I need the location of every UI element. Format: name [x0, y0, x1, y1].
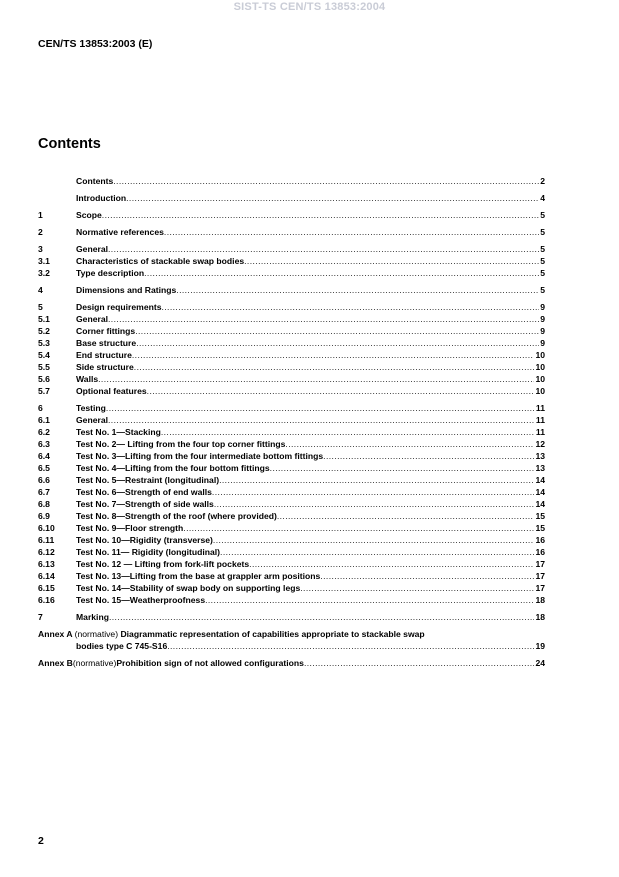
- toc-leader-dots: [304, 657, 534, 669]
- toc-entry-number: 6.13: [38, 559, 55, 569]
- toc-entry-title: Scope: [76, 210, 102, 220]
- toc-leader-dots: [205, 594, 534, 606]
- toc-leader-dots: [108, 313, 539, 325]
- toc-entry-number: 6.16: [38, 595, 55, 605]
- toc-entry-page: 5: [540, 285, 545, 295]
- toc-entry-page: 4: [540, 193, 545, 203]
- toc-entry-page: 5: [540, 210, 545, 220]
- toc-leader-dots: [213, 534, 535, 546]
- toc-leader-dots: [98, 373, 534, 385]
- toc-annex-entry[interactable]: [38, 628, 545, 652]
- toc-entry-number: 6.2: [38, 427, 50, 437]
- toc-entry-page: 10: [535, 362, 545, 372]
- toc-entry-page: 18: [535, 612, 545, 622]
- toc-leader-dots: [113, 175, 539, 187]
- toc-entry-page: 14: [535, 475, 545, 485]
- toc-entry-title: Test No. 14—Stability of swap body on supporting legs: [76, 583, 301, 593]
- toc-entry[interactable]: [38, 534, 545, 546]
- toc-entry-page: 10: [535, 374, 545, 384]
- toc-entry[interactable]: [38, 313, 545, 325]
- toc-group: [38, 209, 545, 221]
- toc-group: [38, 175, 545, 187]
- toc-entry-title: Walls: [76, 374, 99, 384]
- annex-title: Prohibition sign of not allowed configurations: [116, 658, 304, 668]
- toc-leader-dots: [249, 558, 534, 570]
- toc-entry-page: 9: [540, 326, 545, 336]
- toc-entry-page: 9: [540, 338, 545, 348]
- toc-entry-title: General: [76, 314, 109, 324]
- toc-entry-title: Testing: [76, 403, 106, 413]
- toc-entry-title: Test No. 2— Lifting from the four top corner fittings: [76, 439, 286, 449]
- toc-entry-number: 6.3: [38, 439, 50, 449]
- toc-entry-page: 5: [540, 268, 545, 278]
- toc-entry[interactable]: [38, 209, 545, 221]
- annex-title-continued: bodies type C 745-S16: [76, 641, 168, 651]
- toc-entry-page: 11: [535, 403, 545, 413]
- toc-entry-number: 6.14: [38, 571, 55, 581]
- toc-entry-title: Test No. 13—Lifting from the base at grappler arm positions: [76, 571, 321, 581]
- toc-leader-dots: [144, 267, 539, 279]
- toc-entry[interactable]: [38, 284, 545, 296]
- toc-leader-dots: [108, 243, 539, 255]
- toc-entry[interactable]: [38, 611, 545, 623]
- toc-entry-page: 2: [540, 176, 545, 186]
- toc-entry[interactable]: [38, 558, 545, 570]
- toc-entry-page: 12: [535, 439, 545, 449]
- toc-entry-number: 6.12: [38, 547, 55, 557]
- toc-entry-title: Test No. 11— Rigidity (longitudinal): [76, 547, 221, 557]
- document-id: CEN/TS 13853:2003 (E): [38, 38, 153, 50]
- toc-entry-title: Design requirements: [76, 302, 162, 312]
- toc-entry-title: Normative references: [76, 227, 164, 237]
- toc-entry-number: 6.4: [38, 451, 50, 461]
- toc-entry-number: 6.5: [38, 463, 50, 473]
- toc-entry[interactable]: [38, 486, 545, 498]
- toc-entry-title: General: [76, 244, 109, 254]
- toc-entry[interactable]: [38, 243, 545, 255]
- toc-leader-dots: [219, 474, 534, 486]
- toc-entry-title: Test No. 8—Strength of the roof (where provided): [76, 511, 277, 521]
- toc-leader-dots: [176, 284, 539, 296]
- toc-entry[interactable]: [38, 267, 545, 279]
- toc-entry[interactable]: [38, 175, 545, 187]
- toc-group: [38, 402, 545, 606]
- toc-leader-dots: [277, 510, 535, 522]
- toc-leader-dots: [161, 426, 535, 438]
- toc-entry-page: 5: [540, 227, 545, 237]
- toc-entry[interactable]: [38, 438, 545, 450]
- toc-entry[interactable]: [38, 301, 545, 313]
- toc-entry-title: General: [76, 415, 109, 425]
- toc-entry-title: Test No. 5—Restraint (longitudinal): [76, 475, 220, 485]
- toc-entry-page: 16: [535, 535, 545, 545]
- annex-kind: (normative): [72, 658, 117, 668]
- toc-entry[interactable]: [38, 414, 545, 426]
- toc-entry-number: 5.2: [38, 326, 50, 336]
- toc-entry-page: 13: [535, 451, 545, 461]
- toc-entry-page: 15: [535, 511, 545, 521]
- toc-entry-title: Optional features: [76, 386, 147, 396]
- toc-entry[interactable]: [38, 226, 545, 238]
- toc-entry[interactable]: [38, 450, 545, 462]
- toc-entry-title: Test No. 15—Weatherproofness: [76, 595, 206, 605]
- toc-annex-line: [38, 640, 545, 652]
- toc-entry-number: 6.9: [38, 511, 50, 521]
- toc-entry-title: Test No. 12 — Lifting from fork-lift pockets: [76, 559, 250, 569]
- toc-entry-page: 18: [535, 595, 545, 605]
- toc-entry-number: 6.8: [38, 499, 50, 509]
- toc-entry-number: 2: [38, 227, 43, 237]
- toc-entry-page: 11: [535, 415, 545, 425]
- toc-entry-title: Test No. 3—Lifting from the four intermediate bottom fittings: [76, 451, 324, 461]
- toc-entry-page: 9: [540, 302, 545, 312]
- annex-label: Annex B: [38, 658, 73, 668]
- toc-entry-page: 5: [540, 256, 545, 266]
- toc-entry-page: 16: [535, 547, 545, 557]
- toc-entry-title: End structure: [76, 350, 132, 360]
- toc-entry-number: 5.3: [38, 338, 50, 348]
- toc-entry[interactable]: [38, 570, 545, 582]
- toc-leader-dots: [300, 582, 534, 594]
- toc-entry-number: 7: [38, 612, 43, 622]
- toc-group: [38, 284, 545, 296]
- toc-annex-line: [38, 628, 545, 640]
- toc-leader-dots: [147, 385, 535, 397]
- toc-entry-title: Introduction: [76, 193, 127, 203]
- toc-annex-entry[interactable]: [38, 657, 545, 669]
- toc-leader-dots: [214, 498, 535, 510]
- toc-entry-page: 14: [535, 487, 545, 497]
- toc-annex-line: [38, 657, 545, 669]
- toc-entry[interactable]: [38, 546, 545, 558]
- toc-entry-title: Test No. 7—Strength of side walls: [76, 499, 214, 509]
- toc-entry-number: 6: [38, 403, 43, 413]
- toc-entry-number: 6.7: [38, 487, 50, 497]
- annex-title: Diagrammatic representation of capabilities appropriate to stackable swap: [120, 629, 425, 639]
- toc-entry[interactable]: [38, 462, 545, 474]
- toc-entry-number: 6.6: [38, 475, 50, 485]
- toc-leader-dots: [270, 462, 535, 474]
- toc-entry-page: 24: [535, 658, 545, 668]
- toc-entry-number: 4: [38, 285, 43, 295]
- toc-entry[interactable]: [38, 402, 545, 414]
- toc-leader-dots: [109, 611, 534, 623]
- toc-group: [38, 192, 545, 204]
- toc-entry-title: Side structure: [76, 362, 134, 372]
- toc-leader-dots: [167, 640, 534, 652]
- toc-group: [38, 301, 545, 397]
- toc-entry-number: 6.11: [38, 535, 55, 545]
- toc-leader-dots: [164, 226, 539, 238]
- toc-entry-number: 3.2: [38, 268, 50, 278]
- watermark: SIST-TS CEN/TS 13853:2004: [233, 1, 386, 13]
- toc-entry[interactable]: [38, 426, 545, 438]
- page-number: 2: [38, 835, 44, 847]
- toc-entry-number: 5.1: [38, 314, 50, 324]
- toc-entry[interactable]: [38, 192, 545, 204]
- toc-entry-number: 5.5: [38, 362, 50, 372]
- toc-leader-dots: [102, 209, 539, 221]
- table-of-contents: [38, 175, 545, 674]
- toc-entry[interactable]: [38, 498, 545, 510]
- toc-entry[interactable]: [38, 522, 545, 534]
- toc-leader-dots: [244, 255, 539, 267]
- toc-entry[interactable]: [38, 582, 545, 594]
- toc-entry-title: Test No. 9—Floor strength: [76, 523, 184, 533]
- toc-leader-dots: [183, 522, 534, 534]
- toc-group: [38, 243, 545, 279]
- toc-entry[interactable]: [38, 349, 545, 361]
- toc-leader-dots: [220, 546, 534, 558]
- toc-entry-page: 17: [535, 583, 545, 593]
- toc-entry-title: Marking: [76, 612, 109, 622]
- toc-entry-title: Test No. 10—Rigidity (transverse): [76, 535, 213, 545]
- toc-leader-dots: [136, 337, 539, 349]
- toc-leader-dots: [134, 361, 535, 373]
- toc-entry-page: 15: [535, 523, 545, 533]
- toc-entry-page: 19: [535, 641, 545, 651]
- toc-entry[interactable]: [38, 255, 545, 267]
- toc-entry[interactable]: [38, 594, 545, 606]
- toc-group: [38, 611, 545, 623]
- toc-entry-title: Test No. 6—Strength of end walls: [76, 487, 212, 497]
- toc-entry-title: Test No. 4—Lifting from the four bottom fittings: [76, 463, 270, 473]
- toc-entry-page: 17: [535, 571, 545, 581]
- toc-entry-title: Dimensions and Ratings: [76, 285, 177, 295]
- toc-entry-page: 10: [535, 350, 545, 360]
- toc-entry-title: Base structure: [76, 338, 137, 348]
- toc-entry[interactable]: [38, 385, 545, 397]
- toc-entry-page: 13: [535, 463, 545, 473]
- toc-entry[interactable]: [38, 337, 545, 349]
- toc-entry-number: 3.1: [38, 256, 50, 266]
- toc-entry-number: 5: [38, 302, 43, 312]
- toc-leader-dots: [126, 192, 539, 204]
- toc-leader-dots: [106, 402, 535, 414]
- toc-entry-number: 3: [38, 244, 43, 254]
- toc-entry-number: 1: [38, 210, 43, 220]
- toc-group: [38, 226, 545, 238]
- toc-leader-dots: [161, 301, 539, 313]
- toc-entry[interactable]: [38, 325, 545, 337]
- toc-leader-dots: [285, 438, 534, 450]
- annex-kind: (normative): [74, 629, 121, 639]
- toc-entry-number: 6.15: [38, 583, 55, 593]
- toc-leader-dots: [108, 414, 535, 426]
- toc-entry-page: 5: [540, 244, 545, 254]
- toc-leader-dots: [323, 450, 534, 462]
- toc-leader-dots: [135, 325, 539, 337]
- toc-entry-title: Contents: [76, 176, 114, 186]
- toc-entry[interactable]: [38, 361, 545, 373]
- toc-entry-number: 5.4: [38, 350, 50, 360]
- toc-entry-title: Type description: [76, 268, 145, 278]
- toc-entry-title: Corner fittings: [76, 326, 136, 336]
- toc-entry-number: 5.7: [38, 386, 50, 396]
- toc-entry[interactable]: [38, 510, 545, 522]
- toc-entry[interactable]: [38, 373, 545, 385]
- annex-label: Annex A: [38, 629, 75, 639]
- toc-leader-dots: [132, 349, 535, 361]
- toc-entry-page: 14: [535, 499, 545, 509]
- toc-leader-dots: [320, 570, 534, 582]
- toc-entry-title: Characteristics of stackable swap bodies: [76, 256, 245, 266]
- toc-entry-page: 17: [535, 559, 545, 569]
- toc-entry-number: 6.1: [38, 415, 50, 425]
- page-title: Contents: [38, 136, 101, 152]
- toc-leader-dots: [212, 486, 535, 498]
- toc-entry-number: 5.6: [38, 374, 50, 384]
- toc-entry-title: Test No. 1—Stacking: [76, 427, 161, 437]
- toc-entry[interactable]: [38, 474, 545, 486]
- toc-entry-page: 9: [540, 314, 545, 324]
- toc-entry-page: 11: [535, 427, 545, 437]
- toc-entry-number: 6.10: [38, 523, 55, 533]
- toc-entry-page: 10: [535, 386, 545, 396]
